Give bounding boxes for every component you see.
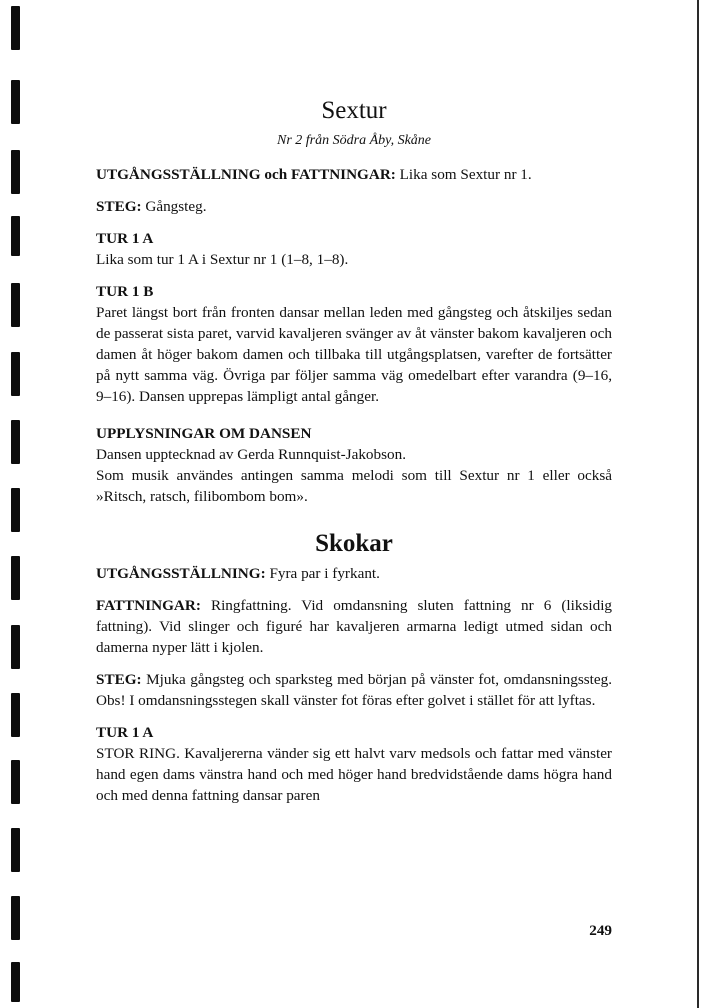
binding-mark: [11, 420, 20, 464]
start-position-text: Lika som Sextur nr 1.: [399, 166, 532, 183]
binding-mark: [11, 693, 20, 737]
binding-mark: [11, 6, 20, 50]
binding-mark: [11, 352, 20, 396]
binding-mark: [11, 216, 20, 256]
tur-1b-heading: TUR 1 B: [96, 283, 154, 300]
info-line-1: Dansen upptecknad av Gerda Runnquist-Jakobson.: [96, 446, 407, 463]
tur-1a-section: [96, 228, 612, 270]
binding-marks: [8, 0, 24, 1008]
start-position-label: UTGÅNGSSTÄLLNING och FATTNINGAR:: [96, 166, 396, 183]
dance-subtitle: Nr 2 från Södra Åby, Skåne: [277, 133, 431, 148]
tur-1b-section: [96, 281, 612, 407]
info-line-2: Som musik användes antingen samma melodi som till Sextur nr 1 eller också »Ritsch, ratsch, filibombom bom».: [96, 467, 612, 505]
binding-mark: [11, 760, 20, 804]
skokar-tur-1a-section: [96, 722, 612, 806]
tur-1a-heading: TUR 1 A: [96, 230, 154, 247]
page-content: [96, 96, 612, 817]
skokar-start-text: Fyra par i fyrkant.: [269, 565, 380, 582]
skokar-step-label: STEG:: [96, 671, 142, 688]
tur-1b-text: Paret längst bort från fronten dansar mellan leden med gångsteg och åtskiljes sedan de passerat sista paret, varvid kavaljeren svänger av åt vänster bakom kavaljeren och damen åt höger bakom damen och tillbaka till utgångsplatsen, varefter de fortsätter på nytt samma väg. Övriga par följer samma väg omedelbart efter varandra (9–16, 9–16). Dansen upprepas lämpligt antal gånger.: [96, 304, 612, 405]
start-position-paragraph: [96, 164, 612, 185]
binding-mark: [11, 488, 20, 532]
binding-mark: [11, 150, 20, 194]
skokar-start-label: UTGÅNGSSTÄLLNING:: [96, 565, 266, 582]
skokar-grips-label: FATTNINGAR:: [96, 597, 201, 614]
skokar-grips-text: Ringfattning. Vid omdansning sluten fattning nr 6 (liksidig fattning). Vid slinger och figuré har kavaljeren armarna ledigt utmed sidan och damerna nyper lätt i kjolen.: [96, 597, 613, 656]
binding-mark: [11, 556, 20, 600]
binding-mark: [11, 283, 20, 327]
binding-mark: [11, 625, 20, 669]
dance-title-sextur: Sextur: [321, 97, 387, 124]
dance-title-skokar: Skokar: [315, 530, 393, 557]
skokar-step-text: Mjuka gångsteg och sparksteg med början på vänster fot, omdansningssteg. Obs! I omdansningsstegen skall vänster fot föras efter golvet i stället för att lyftas.: [96, 671, 613, 709]
binding-mark: [11, 828, 20, 872]
page-edge: [697, 0, 699, 1008]
tur-1a-text: Lika som tur 1 A i Sextur nr 1 (1–8, 1–8).: [96, 251, 349, 268]
step-text: Gångsteg.: [145, 198, 207, 215]
skokar-tur-1a-heading: TUR 1 A: [96, 724, 154, 741]
binding-mark: [11, 80, 20, 124]
skokar-start-paragraph: [96, 563, 612, 584]
step-paragraph: [96, 196, 612, 217]
skokar-grips-paragraph: [96, 595, 612, 658]
binding-mark: [11, 896, 20, 940]
info-section: [96, 423, 612, 507]
page-number: 249: [589, 922, 612, 939]
step-label: STEG:: [96, 198, 142, 215]
skokar-tur-1a-text: STOR RING. Kavaljererna vänder sig ett halvt varv medsols och fattar med vänster hand egen dams vänstra hand och med höger hand bredvidstående dams högra hand och med denna fattning dansar paren: [96, 745, 612, 804]
binding-mark: [11, 962, 20, 1002]
info-heading: UPPLYSNINGAR OM DANSEN: [96, 425, 312, 442]
skokar-step-paragraph: [96, 669, 612, 711]
